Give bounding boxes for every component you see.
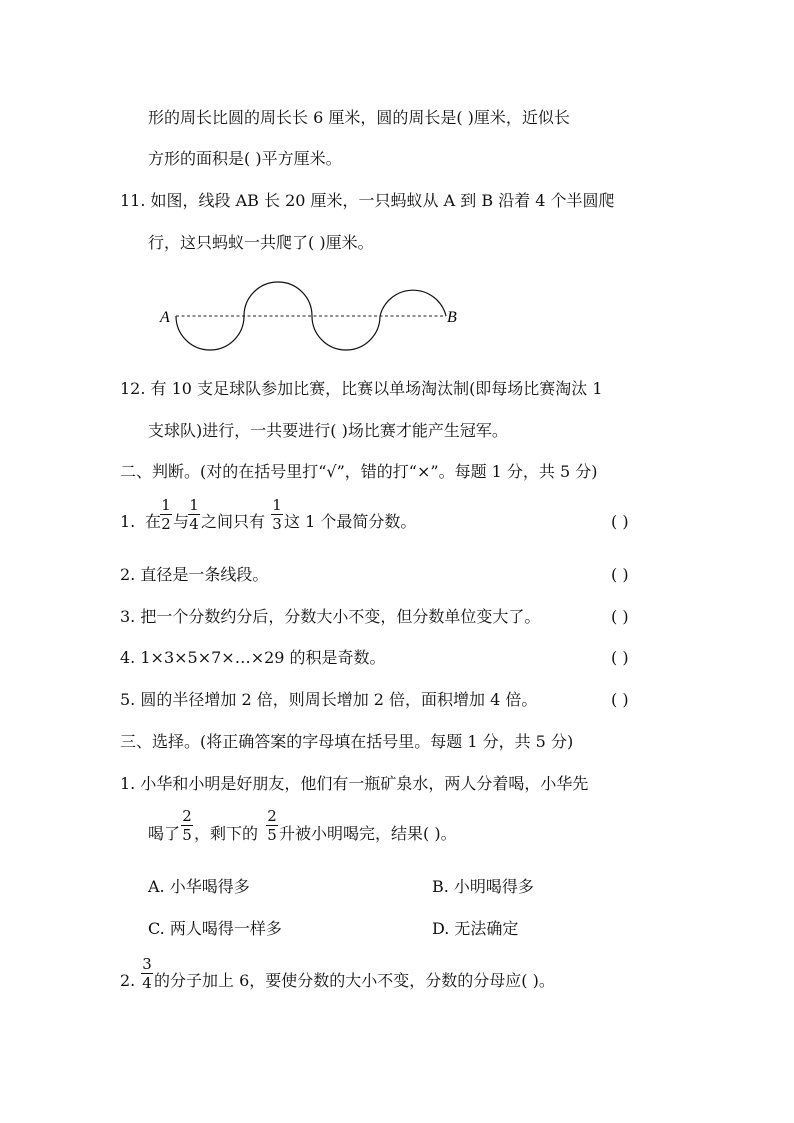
- judge-item-2: 2. 直径是一条线段。: [120, 565, 269, 584]
- judge-item-4: 4. 1×3×5×7×…×29 的积是奇数。: [120, 648, 386, 667]
- q12-line1: 12. 有 10 支足球队参加比赛，比赛以单场淘汰制(即每场比赛淘汰 1: [120, 379, 603, 398]
- judge-item-5-answer-paren[interactable]: ( ): [611, 690, 629, 709]
- judge-item-1-text-c: 之间只有: [201, 512, 266, 531]
- judge-item-5: 5. 圆的半径增加 2 倍，则周长增加 2 倍，面积增加 4 倍。: [120, 690, 538, 709]
- fraction-one-quarter: 1 4: [189, 496, 199, 533]
- fraction-two-fifths-b: 2 5: [267, 807, 277, 844]
- semicircle-3: [312, 316, 380, 350]
- judge-item-1-text-a: 在: [145, 512, 162, 531]
- judge-item-4-answer-paren[interactable]: ( ): [611, 648, 629, 667]
- point-b-label: B: [447, 309, 457, 326]
- judge-item-2-answer-paren[interactable]: ( ): [611, 565, 629, 584]
- q10-continuation-line1: 形的周长比圆的周长长 6 厘米，圆的周长是( )厘米，近似长: [148, 108, 570, 127]
- fraction-one-third: 1 3: [272, 496, 282, 533]
- judge-item-1-num: 1.: [120, 512, 136, 531]
- choice-q1-text-b: ，剩下的: [194, 824, 259, 843]
- semicircle-2: [244, 282, 312, 316]
- q12-line2: 支球队)进行，一共要进行( )场比赛才能产生冠军。: [148, 421, 508, 440]
- choice-option-b[interactable]: B. 小明喝得多: [432, 877, 534, 896]
- q11-line2: 行，这只蚂蚁一共爬了( )厘米。: [148, 233, 374, 252]
- choice-q2-num: 2.: [120, 971, 136, 990]
- q10-continuation-line2: 方形的面积是( )平方厘米。: [148, 149, 342, 168]
- judge-item-1-text-b: 与: [173, 512, 190, 531]
- fraction-one-half: 1 2: [161, 496, 171, 533]
- choice-q1-line1: 1. 小华和小明是好朋友，他们有一瓶矿泉水，两人分着喝，小华先: [120, 774, 589, 793]
- semicircle-4: [380, 290, 446, 316]
- choice-option-d[interactable]: D. 无法确定: [432, 919, 519, 938]
- choice-option-c[interactable]: C. 两人喝得一样多: [148, 919, 282, 938]
- choice-q2-text: 的分子加上 6，要使分数的大小不变，分数的分母应( )。: [154, 971, 555, 990]
- judge-item-3-answer-paren[interactable]: ( ): [611, 607, 629, 626]
- judge-item-1-answer-paren[interactable]: ( ): [611, 512, 629, 531]
- semicircle-path-figure: [0, 270, 794, 370]
- judge-item-1-text-d: 这 1 个最简分数。: [284, 512, 417, 531]
- q11-line1: 11. 如图，线段 AB 长 20 厘米，一只蚂蚁从 A 到 B 沿着 4 个半圆爬: [120, 191, 615, 210]
- fraction-three-quarters: 3 4: [142, 955, 152, 992]
- fraction-two-fifths-a: 2 5: [182, 807, 192, 844]
- semicircle-1: [176, 316, 244, 350]
- section3-heading: 三、选择。(将正确答案的字母填在括号里。每题 1 分，共 5 分): [120, 732, 574, 751]
- point-a-label: A: [160, 309, 170, 326]
- judge-item-3: 3. 把一个分数约分后，分数大小不变，但分数单位变大了。: [120, 607, 541, 626]
- choice-option-a[interactable]: A. 小华喝得多: [148, 877, 250, 896]
- section2-heading: 二、判断。(对的在括号里打“√”，错的打“×”。每题 1 分，共 5 分): [120, 462, 598, 481]
- choice-q1-text-a: 喝了: [148, 824, 181, 843]
- choice-q1-text-c: 升被小明喝完，结果( )。: [279, 824, 457, 843]
